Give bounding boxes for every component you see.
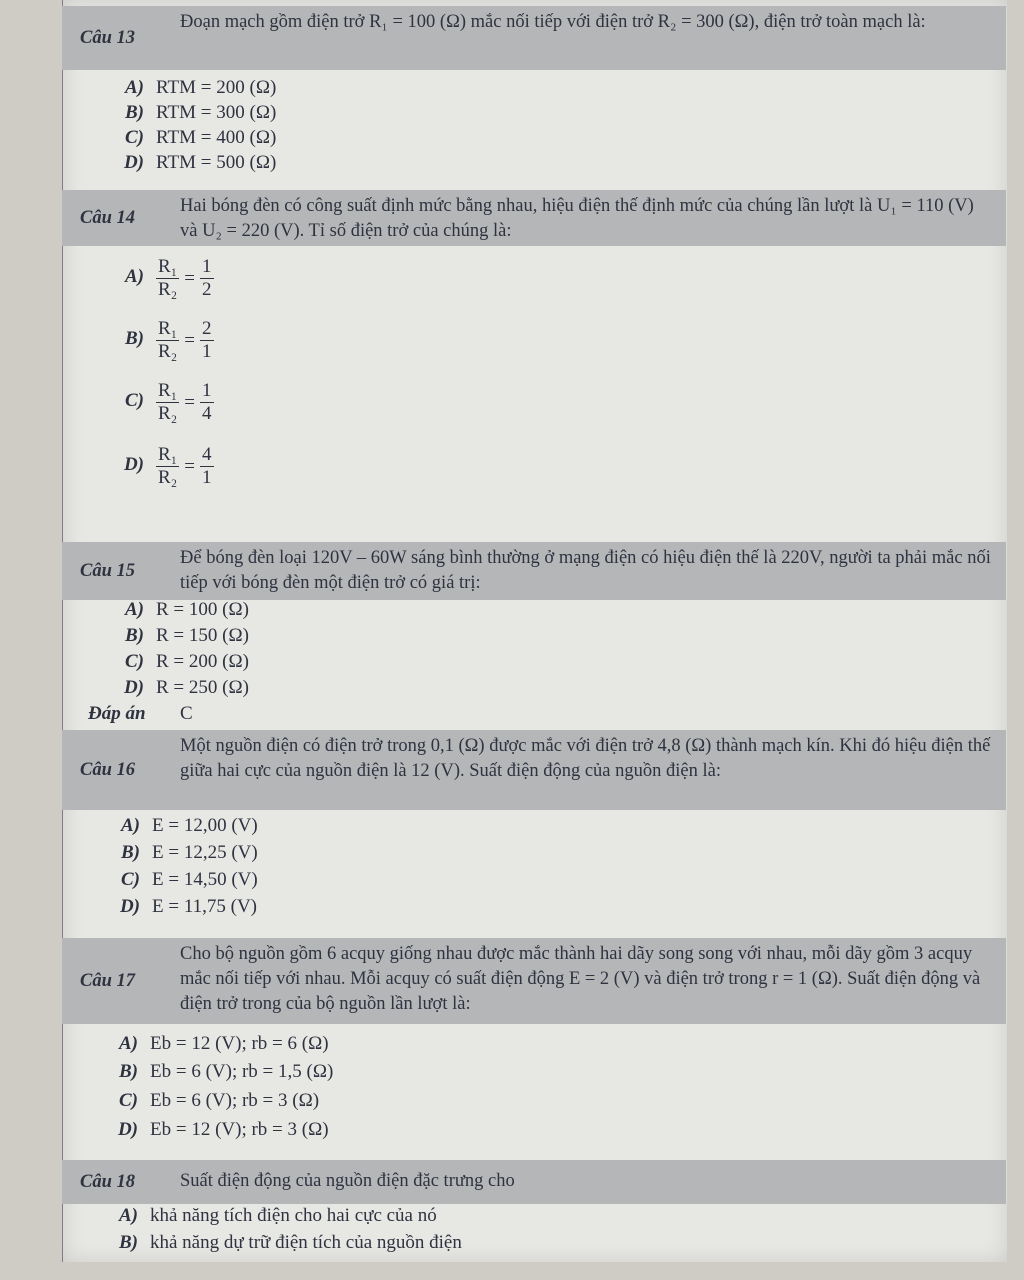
question-13 bbox=[62, 6, 1006, 70]
answer-key: Đáp án C bbox=[88, 703, 193, 724]
question-18 bbox=[62, 1160, 1006, 1204]
fraction: R₁ R₂ = 4 1 bbox=[158, 444, 212, 488]
question-text: Hai bóng đèn có công suất định mức bằng nhau, hiệu điện thế định mức của chúng lần lượt là U₁ = 110 (V) và U₂ = 220 (V). Tỉ số điện trở của chúng là: bbox=[180, 196, 974, 241]
question-label: Câu 16 bbox=[80, 759, 136, 780]
question-16 bbox=[62, 730, 1006, 810]
question-text: Để bóng đèn loại 120V – 60W sáng bình thường ở mạng điện có hiệu điện thế là 220V, người ta phải mắc nối tiếp với bóng đèn một điện trở có giá trị: bbox=[180, 548, 991, 593]
question-label: Câu 17 bbox=[80, 970, 136, 991]
question-text: Một nguồn điện có điện trở trong 0,1 (Ω) được mắc với điện trở 4,8 (Ω) thành mạch kín. Khi đó hiệu điện thế giữa hai cực của nguồn điện là 12 (V). Suất điện động của nguồn điện là: bbox=[180, 736, 991, 781]
question-text: Đoạn mạch gồm điện trở R₁ = 100 (Ω) mắc nối tiếp với điện trở R₂ = 300 (Ω), điện trở toàn mạch là: bbox=[180, 12, 926, 32]
question-text: Cho bộ nguồn gồm 6 acquy giống nhau được mắc thành hai dãy song song với nhau, mỗi dãy gồm 3 acquy mắc nối tiếp với nhau. Mỗi acquy có suất điện động E = 2 (V) và điện trở trong r = 1 (Ω). Suất điện động và điện trở trong của bộ nguồn lần lượt là: bbox=[180, 944, 981, 1014]
question-14 bbox=[62, 190, 1006, 246]
question-text: Suất điện động của nguồn điện đặc trưng cho bbox=[180, 1171, 515, 1191]
fraction: R₁ R₂ = 2 1 bbox=[158, 318, 212, 362]
fraction: R₁ R₂ = 1 4 bbox=[158, 380, 212, 424]
question-label: Câu 13 bbox=[80, 27, 136, 48]
question-label: Câu 15 bbox=[80, 560, 136, 581]
question-label: Câu 18 bbox=[80, 1171, 136, 1192]
question-17 bbox=[62, 938, 1006, 1024]
fraction: R₁ R₂ = 1 2 bbox=[158, 256, 212, 300]
question-label: Câu 14 bbox=[80, 207, 136, 228]
question-15 bbox=[62, 542, 1006, 600]
